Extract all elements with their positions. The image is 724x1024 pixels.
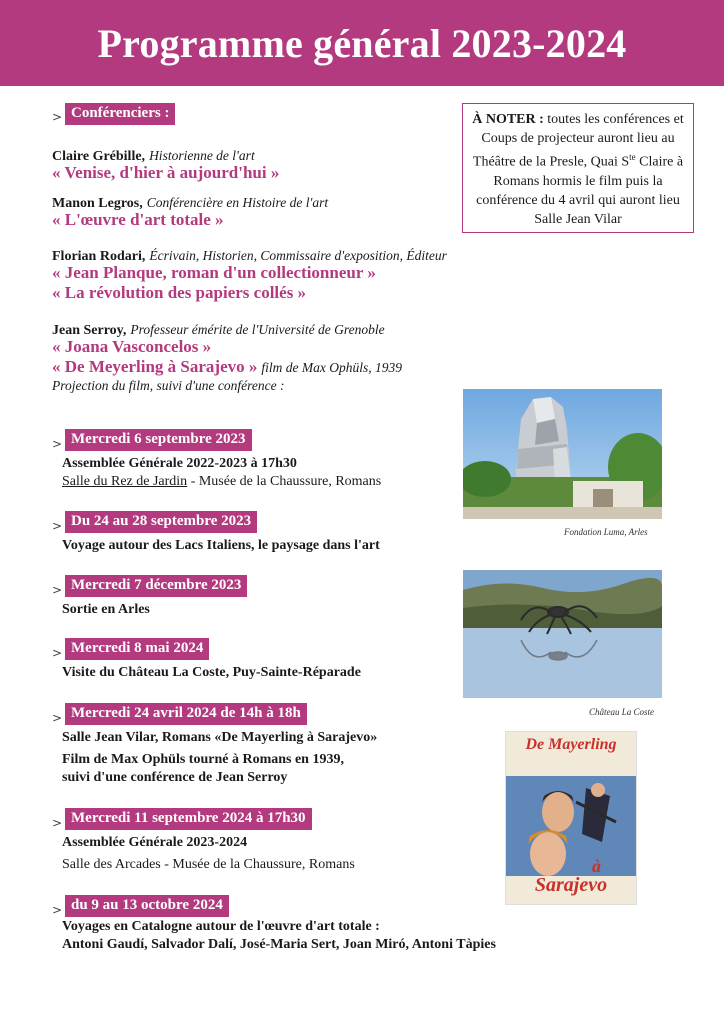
film-title: « De Meyerling à Sarajevo » — [52, 357, 258, 376]
note-sup: te — [629, 152, 636, 162]
event-location-rest: - Musée de la Chaussure, Romans — [187, 474, 382, 489]
event-line: Sortie en Arles — [62, 602, 150, 617]
note-box — [462, 103, 694, 233]
event-date-tag: Mercredi 11 septembre 2024 à 17h30 — [65, 808, 312, 830]
speaker-role: Conférencière en Histoire de l'art — [146, 195, 329, 210]
poster-title-bottom: Sarajevo — [534, 874, 608, 896]
event-date-tag: Mercredi 8 mai 2024 — [65, 638, 209, 660]
event-line: Assemblée Générale 2022-2023 à 17h30 — [62, 456, 297, 471]
bullet-arrow-icon: > — [52, 646, 63, 660]
speaker-name: Jean Serroy, — [52, 323, 127, 338]
projection-note: Projection du film, suivi d'une conférence : — [52, 378, 285, 393]
chateau-la-coste-photo — [463, 570, 662, 698]
talk-title: « L'œuvre d'art totale » — [52, 210, 224, 229]
page-header — [0, 0, 724, 86]
event-line: Antoni Gaudí, Salvador Dalí, José-Maria Sert, Joan Miró, Antoni Tàpies — [62, 937, 496, 952]
page-title: Programme général 2023-2024 — [97, 20, 627, 66]
film-line — [52, 357, 402, 377]
event-date-tag: Mercredi 24 avril 2024 de 14h à 18h — [65, 703, 307, 725]
fondation-luma-photo — [463, 389, 662, 519]
note-lead: À NOTER : — [472, 112, 544, 127]
speakers-tag: Conférenciers : — [65, 103, 175, 125]
event-line: Visite du Château La Coste, Puy-Sainte-Réparade — [62, 665, 361, 680]
bullet-arrow-icon: > — [52, 816, 63, 830]
event-date-tag: Mercredi 6 septembre 2023 — [65, 429, 252, 451]
event-location-underlined: Salle du Rez de Jardin — [62, 474, 188, 489]
speaker-name: Manon Legros, — [52, 196, 143, 211]
note-text: toutes les conférences et Coups de projecteur auront lieu au Théâtre de la Presle, Quai S — [472, 112, 684, 170]
bullet-arrow-icon: > — [52, 110, 63, 124]
poster-title-top: De Mayerling — [525, 736, 617, 753]
talk-title: « Venise, d'hier à aujourd'hui » — [52, 163, 280, 182]
event-date-tag: Mercredi 7 décembre 2023 — [65, 575, 247, 597]
event-line: Voyages en Catalogne autour de l'œuvre d'art totale : — [62, 919, 380, 934]
event-location — [62, 473, 381, 491]
bullet-arrow-icon: > — [52, 519, 63, 533]
talk-title: « La révolution des papiers collés » — [52, 283, 307, 302]
poster-title-mid: à — [592, 856, 601, 876]
event-line: Voyage autour des Lacs Italiens, le paysage dans l'art — [62, 538, 380, 553]
event-date-tag: du 9 au 13 octobre 2024 — [65, 895, 229, 917]
event-line: Salle Jean Vilar, Romans «De Mayerling à Sarajevo» — [62, 730, 378, 745]
talk-title: « Jean Planque, roman d'un collectionneur » — [52, 263, 376, 282]
speaker-role: Historienne de l'art — [149, 148, 255, 163]
speaker-role: Professeur émérite de l'Université de Grenoble — [130, 322, 385, 337]
film-suffix: film de Max Ophüls, 1939 — [261, 360, 402, 375]
photo-caption: Fondation Luma, Arles — [564, 527, 648, 537]
talk-title: « Joana Vasconcelos » — [52, 337, 212, 356]
event-line: Salle des Arcades - Musée de la Chaussure, Romans — [62, 857, 355, 872]
photo-caption: Château La Coste — [589, 707, 655, 717]
speaker-name: Claire Grébille, — [52, 149, 146, 164]
film-poster — [505, 731, 637, 905]
bullet-arrow-icon: > — [52, 903, 63, 917]
note-text-end: Claire à Romans hormis le film puis la conférence du 4 avril qui auront lieu Salle Jean Vilar — [476, 154, 684, 227]
bullet-arrow-icon: > — [52, 711, 63, 725]
speaker-role: Écrivain, Historien, Commissaire d'exposition, Éditeur — [149, 248, 447, 263]
speaker-name: Florian Rodari, — [52, 249, 146, 264]
event-line: Assemblée Générale 2023-2024 — [62, 835, 248, 850]
event-line: Film de Max Ophüls tourné à Romans en 1939, — [62, 752, 344, 767]
event-date-tag: Du 24 au 28 septembre 2023 — [65, 511, 257, 533]
event-line: suivi d'une conférence de Jean Serroy — [62, 770, 288, 785]
bullet-arrow-icon: > — [52, 583, 63, 597]
bullet-arrow-icon: > — [52, 437, 63, 451]
